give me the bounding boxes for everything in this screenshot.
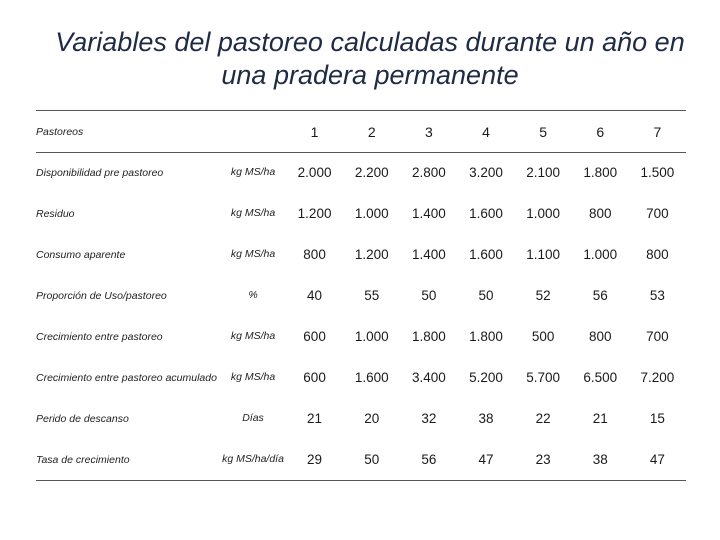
row-unit: kg MS/ha (230, 207, 276, 219)
table-cell: 38 (592, 452, 608, 467)
column-header: 4 (482, 124, 490, 140)
table-cell: 38 (478, 411, 494, 426)
table-cell: 56 (592, 288, 608, 303)
table-row (36, 152, 686, 193)
table-cell: 800 (589, 329, 612, 344)
title-line-2: una pradera permanente (221, 60, 519, 90)
row-label: Tasa de crecimiento (36, 453, 130, 466)
table-cell: 50 (478, 288, 494, 303)
table-cell: 1.000 (354, 206, 389, 221)
column-header: 2 (367, 124, 376, 140)
row-unit: kg MS/ha (230, 371, 276, 383)
table-cell: 1.600 (354, 370, 389, 385)
table-cell: 2.800 (411, 165, 446, 180)
table-cell: 1.000 (583, 247, 618, 262)
row-unit: kg MS/ha/día (222, 453, 284, 465)
table-row (36, 316, 686, 357)
row-label: Residuo (36, 207, 75, 220)
table-top-rule (36, 110, 686, 111)
page-title (40, 26, 700, 92)
column-header: 3 (424, 124, 433, 140)
table-cell: 600 (303, 329, 326, 344)
table-cell: 1.600 (469, 206, 503, 221)
table-cell: 23 (535, 452, 551, 467)
table-cell: 800 (646, 247, 669, 262)
grazing-table (36, 112, 686, 480)
table-cell: 1.600 (469, 247, 503, 262)
row-label: Disponibilidad pre pastoreo (36, 166, 164, 179)
table-cell: 1.200 (354, 247, 389, 262)
row-unit: % (248, 289, 258, 301)
table-cell: 1.400 (411, 206, 446, 221)
table-header-row (36, 112, 686, 152)
table-cell: 1.400 (411, 247, 446, 262)
table-cell: 52 (535, 288, 551, 303)
table-cell: 3.200 (469, 165, 503, 180)
column-header: 6 (596, 124, 605, 140)
table-cell: 55 (364, 288, 380, 303)
table-cell: 2.100 (526, 165, 561, 180)
table-row (36, 234, 686, 275)
row-unit: kg MS/ha (230, 330, 276, 342)
table-cell: 22 (535, 411, 551, 426)
table-cell: 50 (421, 288, 437, 303)
table-cell: 21 (592, 411, 608, 426)
row-label: Perido de descanso (36, 412, 129, 425)
table-row (36, 439, 686, 480)
table-row (36, 398, 686, 439)
table-cell: 56 (421, 452, 437, 467)
row-label: Consumo aparente (36, 248, 126, 261)
title-line-1: Variables del pastoreo calculadas durante un año en (55, 27, 685, 57)
table-cell: 5.200 (469, 370, 503, 385)
table-cell: 50 (364, 452, 380, 467)
table-cell: 500 (531, 329, 555, 344)
table-cell: 1.800 (411, 329, 446, 344)
table-row (36, 357, 686, 398)
table-cell: 21 (307, 411, 323, 426)
table-cell: 6.500 (583, 370, 618, 385)
table-cell: 700 (646, 329, 669, 344)
table-cell: 1.500 (640, 165, 675, 180)
row-unit: kg MS/ha (230, 248, 276, 260)
table-cell: 1.200 (297, 206, 332, 221)
row-unit: Días (242, 412, 264, 424)
table-cell: 1.000 (354, 329, 389, 344)
table-cell: 2.000 (297, 165, 332, 180)
row-label: Proporción de Uso/pastoreo (36, 289, 167, 302)
table-cell: 1.800 (469, 329, 503, 344)
column-header: 5 (539, 124, 548, 140)
table-cell: 47 (478, 452, 494, 467)
table-cell: 3.400 (411, 370, 446, 385)
table-cell: 29 (307, 452, 323, 467)
table-cell: 20 (364, 411, 380, 426)
table-row (36, 193, 686, 234)
table-cell: 2.200 (354, 165, 389, 180)
table-cell: 600 (303, 370, 326, 385)
column-header: 1 (310, 124, 319, 140)
table-cell: 47 (649, 452, 665, 467)
table-cell: 32 (421, 411, 437, 426)
row-label: Crecimiento entre pastoreo (36, 330, 163, 343)
table-cell: 7.200 (640, 370, 675, 385)
table-cell: 1.000 (526, 206, 561, 221)
table-cell: 15 (649, 411, 665, 426)
table-bottom-rule (36, 480, 686, 481)
table-cell: 1.100 (526, 247, 561, 262)
row-unit: kg MS/ha (230, 166, 276, 178)
table-cell: 800 (589, 206, 612, 221)
table-cell: 5.700 (526, 370, 561, 385)
header-unit (220, 112, 286, 152)
table-cell: 1.800 (583, 165, 618, 180)
table-cell: 40 (307, 288, 323, 303)
table-cell: 700 (646, 206, 669, 221)
column-header: 7 (653, 124, 662, 140)
table-row (36, 275, 686, 316)
table-cell: 53 (649, 288, 665, 303)
row-label: Crecimiento entre pastoreo acumulado (36, 371, 217, 384)
header-label: Pastoreos (36, 126, 84, 138)
table-cell: 800 (303, 247, 326, 262)
